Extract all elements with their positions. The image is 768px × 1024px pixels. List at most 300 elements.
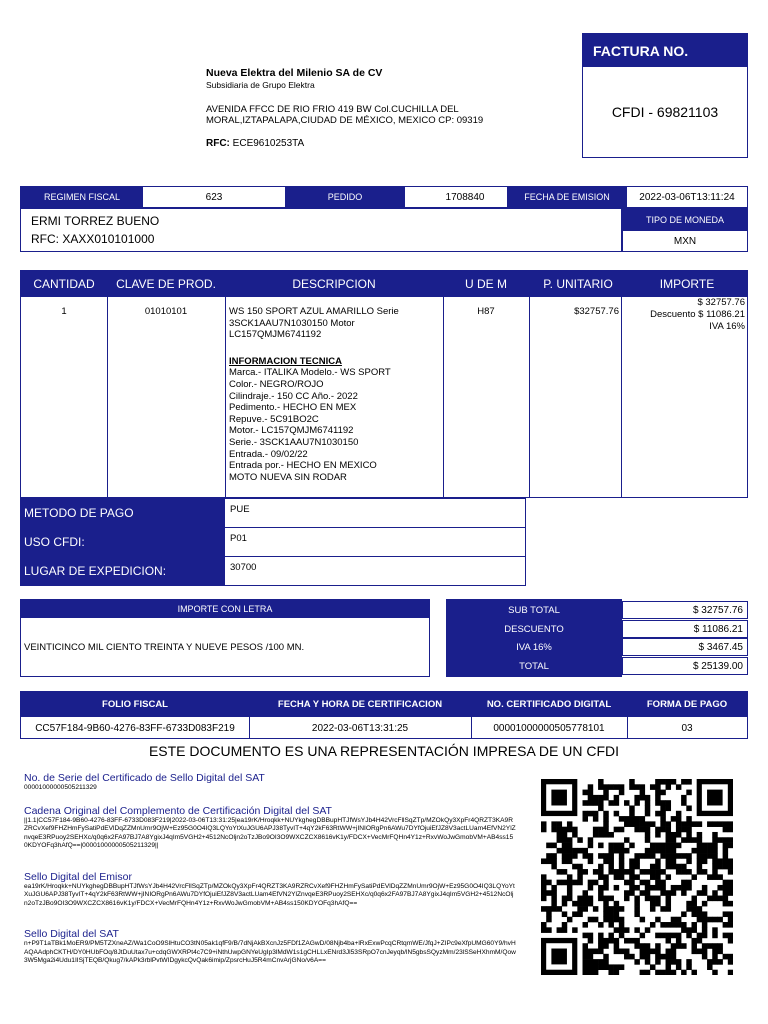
qr-module: [619, 949, 624, 955]
qr-module: [723, 885, 728, 891]
totals-box: [446, 599, 748, 677]
qr-module: [702, 901, 707, 907]
qr-module: [614, 911, 619, 917]
qr-module: [619, 964, 624, 970]
qr-module: [686, 927, 691, 933]
qr-module: [567, 917, 572, 923]
qr-module: [557, 927, 562, 933]
cert-digital-label: NO. CERTIFICADO DIGITAL: [486, 699, 612, 710]
qr-module: [712, 933, 717, 939]
qr-module: [691, 821, 696, 827]
qr-module: [712, 832, 717, 838]
qr-module: [712, 848, 717, 854]
qr-module: [707, 959, 712, 965]
qr-module: [634, 800, 639, 806]
qr-module: [666, 779, 671, 785]
qr-module: [619, 843, 624, 849]
qr-module: [557, 827, 562, 833]
items-header: [21, 271, 747, 297]
qr-module: [645, 970, 650, 975]
qr-module: [624, 927, 629, 933]
qr-module: [583, 933, 588, 939]
qr-module: [645, 949, 650, 955]
qr-module: [660, 906, 665, 912]
qr-module: [655, 885, 660, 891]
qr-module: [583, 959, 588, 965]
qr-module: [640, 816, 645, 822]
qr-module: [624, 848, 629, 854]
qr-module: [707, 896, 712, 902]
qr-module: [666, 970, 671, 975]
qr-module: [723, 848, 728, 854]
qr-module: [712, 843, 717, 849]
qr-module: [614, 869, 619, 875]
qr-module: [717, 821, 722, 827]
qr-module: [712, 853, 717, 859]
item-clave: 01010101: [144, 306, 188, 317]
qr-module: [666, 954, 671, 960]
qr-module: [702, 943, 707, 949]
qr-module: [666, 843, 671, 849]
qr-module: [645, 943, 650, 949]
payment-sep-1: [225, 527, 525, 528]
qr-module: [629, 816, 634, 822]
forma-pago-label: FORMA DE PAGO: [646, 699, 728, 710]
qr-module: [655, 954, 660, 960]
qr-module: [676, 784, 681, 790]
qr-module: [728, 821, 733, 827]
qr-module: [723, 954, 728, 960]
col-importe: IMPORTE: [659, 277, 715, 291]
qr-module: [551, 896, 556, 902]
qr-module: [640, 827, 645, 833]
qr-module: [666, 832, 671, 838]
qr-module: [551, 901, 556, 907]
qr-module: [650, 901, 655, 907]
qr-module: [676, 853, 681, 859]
qr-module: [541, 922, 546, 928]
qr-module: [634, 938, 639, 944]
qr-module: [666, 896, 671, 902]
qr-module: [567, 837, 572, 843]
qr-module: [567, 827, 572, 833]
qr-module: [603, 874, 608, 880]
qr-module: [650, 949, 655, 955]
lugar-expedicion-value: 30700: [230, 562, 257, 573]
currency-value: MXN: [673, 235, 697, 247]
qr-module: [686, 880, 691, 886]
qr-module: [671, 917, 676, 923]
qr-module: [593, 959, 598, 965]
qr-module: [645, 811, 650, 817]
item-importe: $ 32757.76: [697, 297, 745, 308]
qr-module: [712, 943, 717, 949]
issuer-rfc-label: RFC:: [206, 138, 230, 149]
qr-module: [546, 917, 551, 923]
qr-module: [712, 869, 717, 875]
qr-module: [655, 901, 660, 907]
metodo-pago-label: METODO DE PAGO: [24, 506, 134, 520]
item-udem: H87: [477, 306, 495, 317]
qr-module: [655, 832, 660, 838]
qr-module: [728, 890, 733, 896]
qr-module: [676, 917, 681, 923]
info-line: Entrada.- 09/02/22: [229, 448, 308, 460]
qr-module: [629, 885, 634, 891]
info-title: INFORMACION TECNICA: [229, 355, 342, 367]
payment-values: [224, 498, 526, 586]
qr-module: [629, 890, 634, 896]
qr-module: [686, 858, 691, 864]
qr-module: [603, 853, 608, 859]
qr-module: [676, 938, 681, 944]
qr-module: [702, 843, 707, 849]
qr-module: [593, 880, 598, 886]
qr-module: [671, 816, 676, 822]
qr-module: [551, 858, 556, 864]
info-line: Serie.- 3SCK1AAU7N1030150: [229, 436, 359, 448]
qr-module: [546, 906, 551, 912]
qr-module: [634, 795, 639, 801]
qr-module: [624, 816, 629, 822]
qr-module: [676, 821, 681, 827]
qr-module: [671, 843, 676, 849]
qr-module: [588, 917, 593, 923]
qr-module: [577, 896, 582, 902]
qr-module: [697, 853, 702, 859]
qr-module: [691, 911, 696, 917]
qr-module: [676, 922, 681, 928]
qr-module: [546, 890, 551, 896]
desc-line: 3SCK1AAU7N1030150 Motor: [229, 317, 355, 329]
qr-module: [681, 779, 686, 785]
qr-module: [671, 864, 676, 870]
qr-module: [712, 970, 717, 975]
qr-module: [723, 901, 728, 907]
items-table: [20, 270, 748, 498]
qr-module: [650, 874, 655, 880]
qr-module: [593, 970, 598, 975]
qr-module: [567, 880, 572, 886]
qr-module: [619, 927, 624, 933]
qr-module: [619, 869, 624, 875]
item-cantidad: 1: [61, 306, 67, 317]
currency-label: TIPO DE MONEDA: [623, 209, 747, 231]
fiscal-header-row: [20, 186, 748, 208]
qr-module: [583, 896, 588, 902]
qr-module: [691, 949, 696, 955]
qr-module: [557, 869, 562, 875]
qr-module: [629, 784, 634, 790]
qr-module: [666, 901, 671, 907]
sat-emisor-value: ea19rK/Hroqkk+NUYkghegDBBupHTJfWsYJb4H42VrcFllSqZTp/MZOkQy3XpFr4QRZT3KA9RZRCvXef9FHZHmFySatiPdEVlDqZZMnUmr9OjW+Ez95G0O4IQ3LQYoYtXuJGU6APJ38TyvIT+4qY2kF63RtWW+jINIORgPn6AWu7DYfOjuiEfJZ8V3actLUam4EfVN2YlZnvqeE3RPuoy2SEHXc/q0q6x2FA97BJ7A8YgixJ4qIm5VGH2+4512NcOljn2oTzJBo9OI3O9WXCZCX8616vK1y/FDCX+VecMrFQHn4Y1z+RxvWoJwGmobVM+AB4ss150KDYOFq3hAfQ==: [24, 882, 515, 907]
qr-code-graphic: [541, 779, 733, 975]
qr-module: [603, 896, 608, 902]
qr-module: [619, 848, 624, 854]
qr-module: [629, 864, 634, 870]
qr-module: [608, 784, 613, 790]
qr-module: [551, 885, 556, 891]
qr-module: [572, 864, 577, 870]
sat-cadena-label: Cadena Original del Complemento de Certificación Digital del SAT: [24, 804, 332, 817]
qr-module: [624, 896, 629, 902]
qr-module: [598, 922, 603, 928]
qr-module: [562, 848, 567, 854]
qr-module: [551, 827, 556, 833]
qr-module: [583, 954, 588, 960]
qr-module: [660, 843, 665, 849]
qr-module: [603, 901, 608, 907]
qr-module: [671, 890, 676, 896]
qr-module: [541, 927, 546, 933]
qr-module: [671, 837, 676, 843]
issuer-block: [206, 67, 566, 149]
qr-module: [583, 964, 588, 970]
currency-box: [622, 208, 748, 252]
qr-module: [697, 848, 702, 854]
qr-module: [671, 779, 676, 785]
qr-module: [619, 784, 624, 790]
qr-module: [593, 800, 598, 806]
qr-module: [655, 864, 660, 870]
qr-module: [562, 843, 567, 849]
qr-module: [660, 869, 665, 875]
uso-cfdi-value: P01: [230, 533, 247, 544]
qr-module: [567, 853, 572, 859]
qr-module: [650, 885, 655, 891]
qr-module: [583, 848, 588, 854]
qr-module: [660, 880, 665, 886]
qr-module: [660, 790, 665, 796]
qr-module: [598, 885, 603, 891]
qr-module: [588, 800, 593, 806]
qr-module: [671, 832, 676, 838]
qr-module: [650, 922, 655, 928]
qr-module: [666, 938, 671, 944]
cert-digital-value: 00001000000505778101: [493, 722, 605, 734]
qr-module: [712, 821, 717, 827]
qr-module: [676, 843, 681, 849]
qr-module: [567, 896, 572, 902]
qr-module: [723, 922, 728, 928]
qr-module: [676, 964, 681, 970]
qr-module: [671, 885, 676, 891]
qr-module: [645, 880, 650, 886]
issuer-name: Nueva Elektra del Milenio SA de CV: [206, 67, 383, 79]
qr-module: [572, 827, 577, 833]
qr-module: [608, 800, 613, 806]
qr-module: [541, 858, 546, 864]
qr-module: [723, 821, 728, 827]
qr-module: [645, 954, 650, 960]
qr-module: [660, 954, 665, 960]
item-importe-block: [621, 297, 745, 333]
qr-module: [697, 837, 702, 843]
qr-module: [608, 938, 613, 944]
qr-module: [614, 917, 619, 923]
qr-module: [608, 864, 613, 870]
qr-module: [697, 832, 702, 838]
qr-module: [593, 917, 598, 923]
qr-module: [572, 927, 577, 933]
qr-module: [686, 906, 691, 912]
qr-module: [603, 943, 608, 949]
qr-module: [691, 848, 696, 854]
qr-module: [583, 800, 588, 806]
qr-module: [660, 890, 665, 896]
qr-module: [723, 843, 728, 849]
qr-module: [645, 848, 650, 854]
qr-module: [645, 832, 650, 838]
qr-module: [707, 843, 712, 849]
info-line: Entrada por.- HECHO EN MEXICO: [229, 460, 377, 472]
qr-module: [650, 896, 655, 902]
qr-module: [681, 890, 686, 896]
qr-module: [577, 837, 582, 843]
qr-module: [593, 816, 598, 822]
qr-module: [681, 837, 686, 843]
qr-module: [697, 864, 702, 870]
col-clave: CLAVE DE PROD.: [116, 277, 216, 291]
qr-module: [598, 795, 603, 801]
qr-module: [619, 827, 624, 833]
qr-module: [583, 853, 588, 859]
qr-module: [634, 885, 639, 891]
qr-module: [562, 911, 567, 917]
qr-module: [655, 811, 660, 817]
qr-module: [697, 911, 702, 917]
qr-module: [728, 917, 733, 923]
pedido-value: 1708840: [445, 191, 485, 203]
qr-module: [546, 880, 551, 886]
qr-module: [603, 790, 608, 796]
qr-module: [645, 869, 650, 875]
qr-module: [598, 843, 603, 849]
col-descripcion: DESCRIPCION: [292, 277, 376, 291]
qr-module: [671, 954, 676, 960]
qr-module: [634, 943, 639, 949]
qr-module: [598, 943, 603, 949]
qr-module: [598, 890, 603, 896]
qr-module: [562, 869, 567, 875]
sat-cadena-value: ||1.1|CC57F184-9B60-4276-83FF-6733D083F219|2022-03-06T13:31:25|ea19rK/Hroqkk+NUYkghegDBBupHTJfWsYJb4H42VrcFllSqZTp/MZOkQy3XpFr4QRZT3KA9RZRCvXef9FHZHmFySatiPdEVlDqZZMnUmr9OjW+Ez95G0O4IQ3LQYoYtXuJGU6APJ38TyvIT+4qY2kF63RtWW+jINIORgPn6AWu7DYfOjuiEfJZ8V3actLUam4EfVN2YlZnvqeE3RPuoy2SEHXc/q0q6x2FA97BJ7A8YgixJ4qIm5VGH2+4512NcOljn2oTzJBo9OI3O9WXCZCX8616vK1y/FDCX+VecMrFQHn4Y1z+RxvWoJwGmobVM+AB4ss150KDYOFq3hAfQ==|00001000000505211329||: [24, 816, 516, 849]
subtotal-value: $ 32757.76: [622, 601, 748, 619]
qr-module: [666, 827, 671, 833]
qr-module: [546, 911, 551, 917]
qr-module: [608, 869, 613, 875]
uso-cfdi-label: USO CFDI:: [24, 535, 85, 549]
qr-module: [702, 848, 707, 854]
info-line: Pedimento.- HECHO EN MEX: [229, 402, 357, 414]
qr-module: [583, 869, 588, 875]
qr-module: [583, 970, 588, 975]
qr-module: [676, 832, 681, 838]
qr-module: [655, 827, 660, 833]
qr-module: [728, 869, 733, 875]
qr-module: [577, 864, 582, 870]
qr-module: [681, 795, 686, 801]
qr-module: [603, 938, 608, 944]
qr-module: [691, 922, 696, 928]
qr-module: [707, 874, 712, 880]
col-udem: U DE M: [465, 277, 507, 291]
qr-module: [650, 848, 655, 854]
qr-module: [608, 922, 613, 928]
qr-module: [603, 917, 608, 923]
qr-module: [588, 795, 593, 801]
qr-module: [645, 885, 650, 891]
qr-module: [660, 816, 665, 822]
qr-module: [624, 880, 629, 886]
qr-module: [666, 964, 671, 970]
qr-module: [541, 896, 546, 902]
qr-module: [557, 906, 562, 912]
qr-module: [551, 821, 556, 827]
folio-fiscal-label: FOLIO FISCAL: [102, 699, 168, 710]
qr-module: [697, 917, 702, 923]
qr-module: [707, 848, 712, 854]
qr-module: [546, 853, 551, 859]
sep-1: [107, 297, 108, 497]
qr-module: [593, 832, 598, 838]
qr-module: [614, 938, 619, 944]
qr-module: [614, 827, 619, 833]
qr-module: [572, 901, 577, 907]
qr-module: [645, 821, 650, 827]
qr-module: [655, 959, 660, 965]
qr-module: [588, 896, 593, 902]
qr-module: [619, 874, 624, 880]
qr-module: [598, 800, 603, 806]
payment-sep-2: [225, 556, 525, 557]
qr-module: [588, 970, 593, 975]
qr-module: [707, 943, 712, 949]
qr-module: [671, 949, 676, 955]
disclaimer: ESTE DOCUMENTO ES UNA REPRESENTACIÓN IMPRESA DE UN CFDI: [148, 743, 620, 759]
qr-module: [728, 922, 733, 928]
qr-module: [666, 949, 671, 955]
qr-module: [593, 795, 598, 801]
qr-module: [691, 970, 696, 975]
qr-module: [702, 853, 707, 859]
qr-module: [686, 837, 691, 843]
qr-module: [650, 843, 655, 849]
qr-module: [728, 837, 733, 843]
qr-module: [588, 790, 593, 796]
qr-module: [723, 890, 728, 896]
qr-module: [608, 970, 613, 975]
invoice-title: FACTURA NO.: [583, 34, 747, 67]
qr-module: [728, 959, 733, 965]
qr-module: [686, 885, 691, 891]
qr-module: [717, 949, 722, 955]
qr-module: [546, 843, 551, 849]
qr-module: [712, 896, 717, 902]
qr-module: [686, 901, 691, 907]
qr-module: [660, 805, 665, 811]
qr-module: [588, 901, 593, 907]
qr-module: [614, 927, 619, 933]
sat-sello-label: Sello Digital del SAT: [24, 928, 119, 940]
qr-module: [634, 911, 639, 917]
qr-module: [624, 890, 629, 896]
qr-module: [588, 933, 593, 939]
qr-module: [588, 949, 593, 955]
qr-module: [551, 853, 556, 859]
customer-rfc: RFC: XAXX010101000: [31, 232, 155, 246]
customer-name: ERMI TORREZ BUENO: [31, 214, 160, 228]
qr-module: [671, 970, 676, 975]
